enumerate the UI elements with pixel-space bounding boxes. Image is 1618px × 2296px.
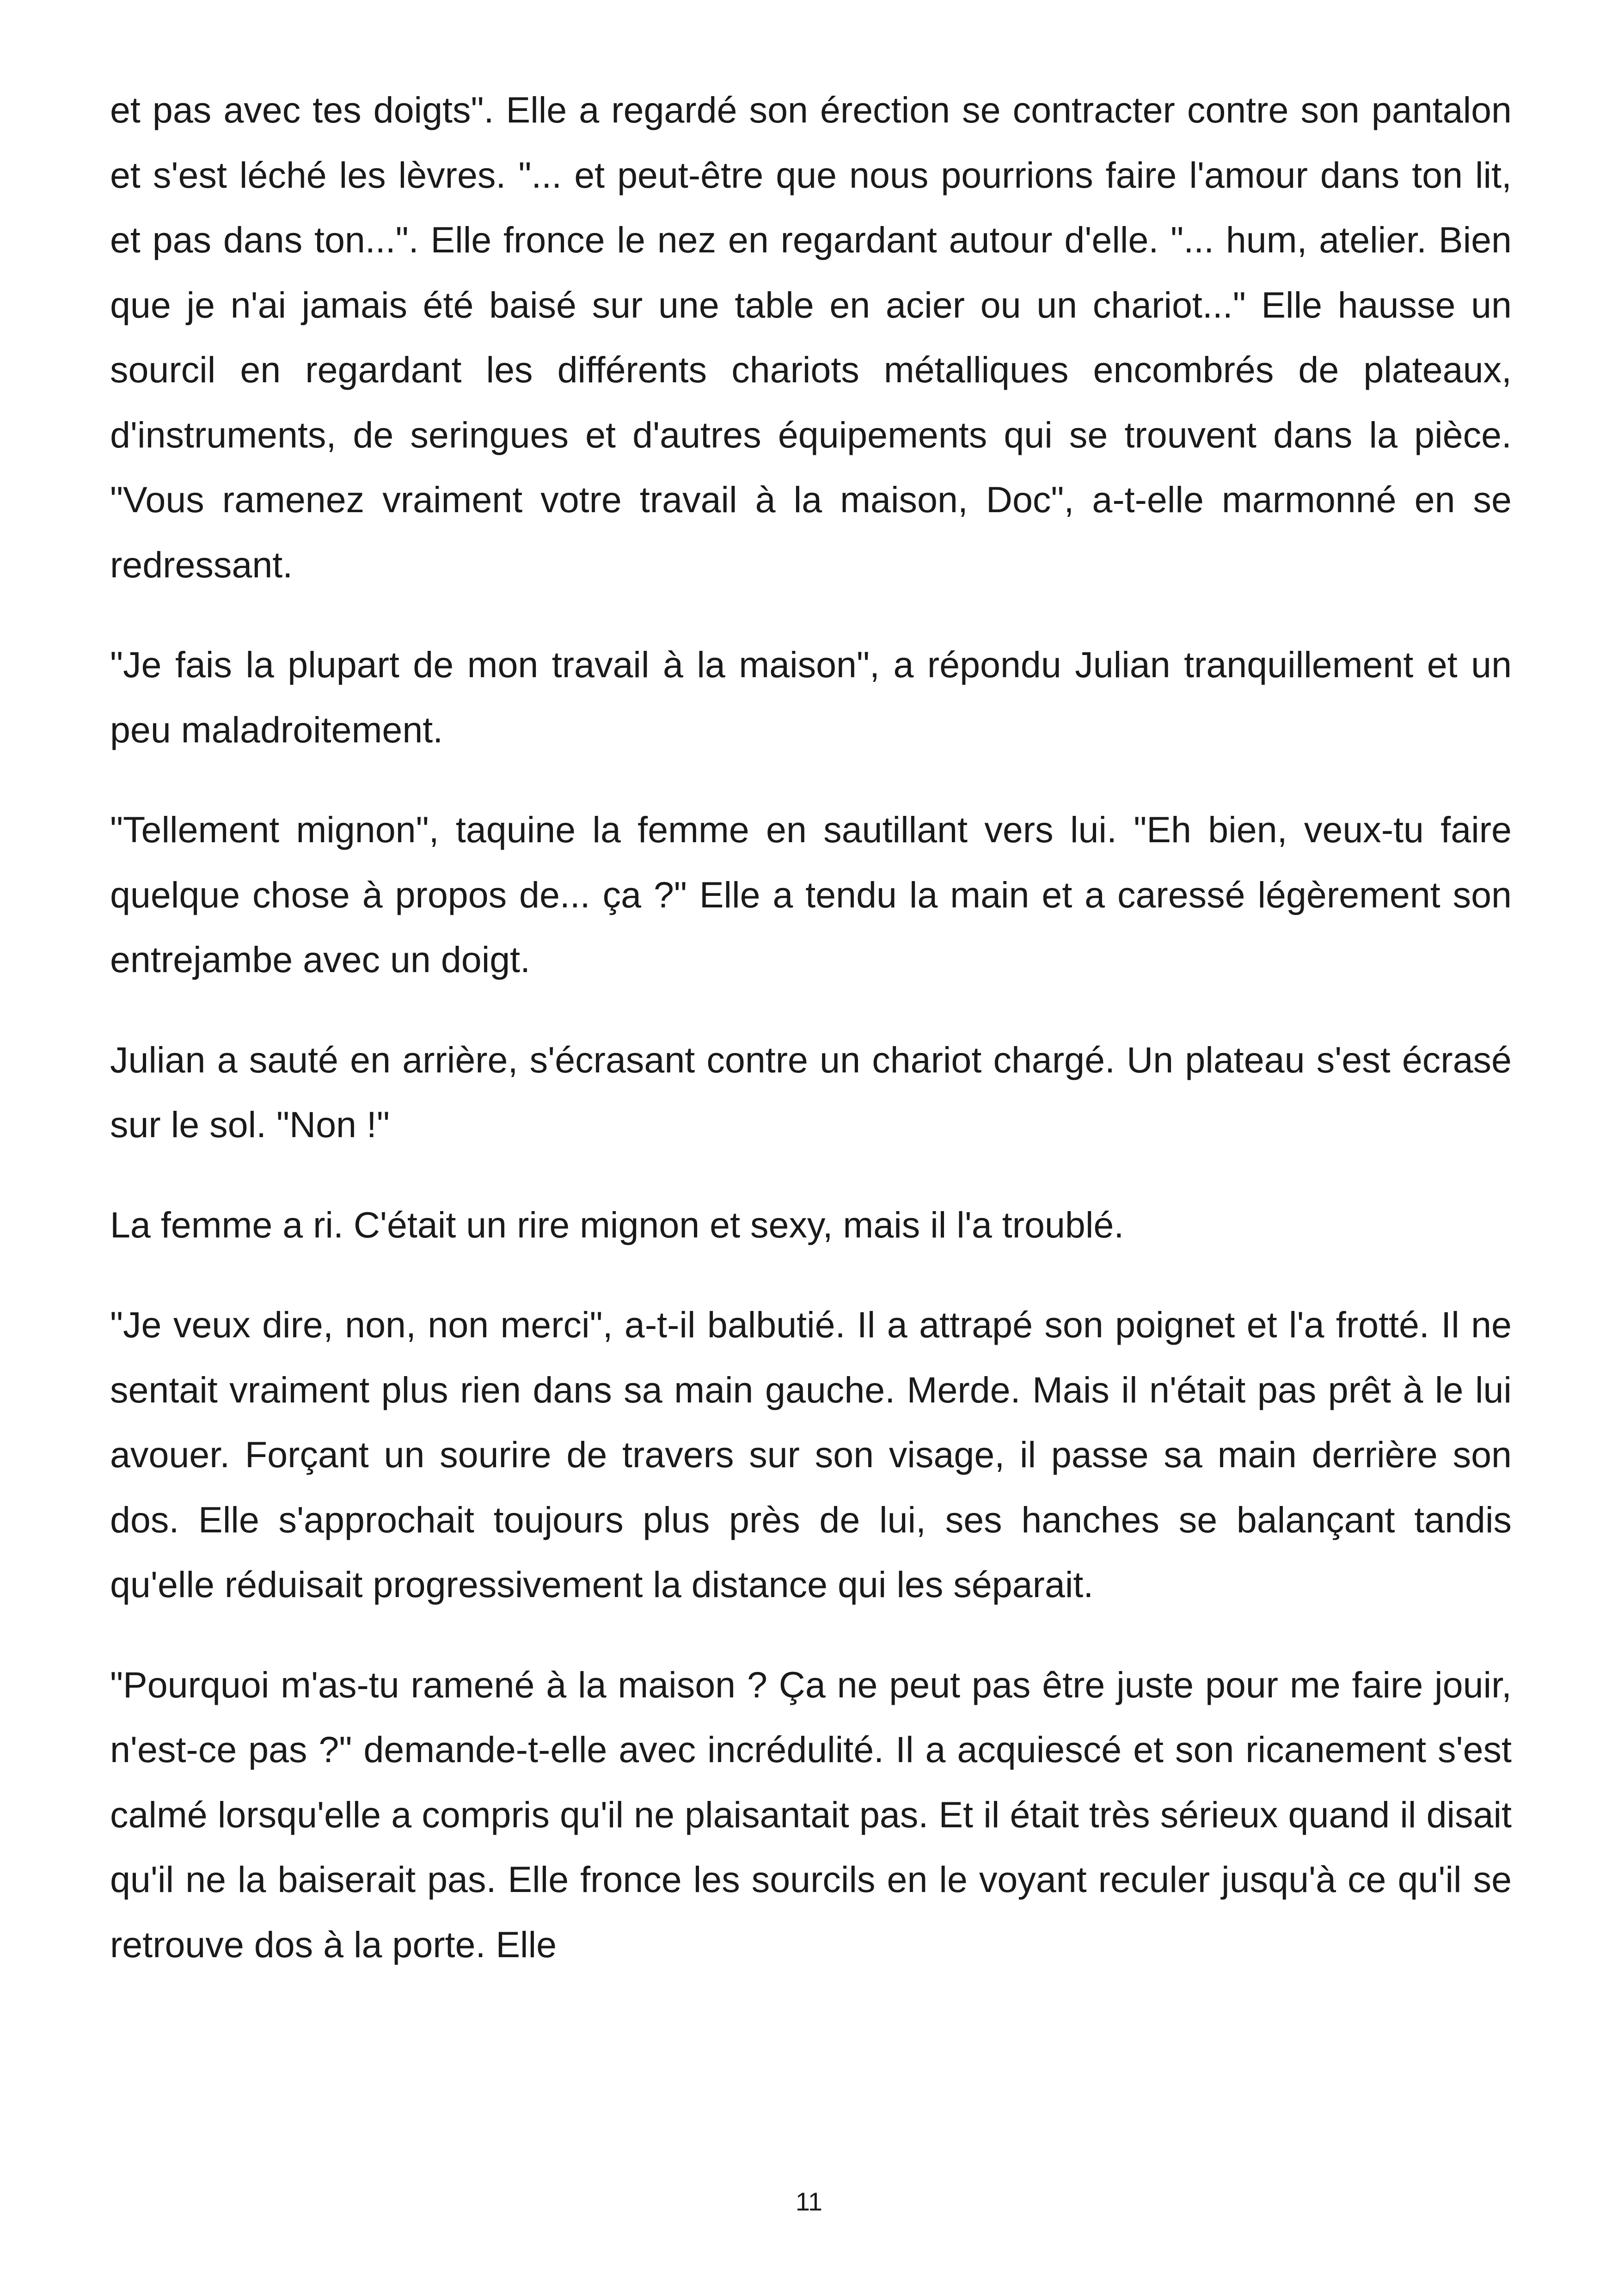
text-body bbox=[110, 78, 1512, 1977]
paragraph: "Je fais la plupart de mon travail à la maison", a répondu Julian tranquillement et un peu maladroitement. bbox=[110, 644, 1512, 750]
paragraph: "Tellement mignon", taquine la femme en sautillant vers lui. "Eh bien, veux-tu faire quelque chose à propos de... ça ?" Elle a tendu la main et a caressé légèrement son entrejambe avec un doigt. bbox=[110, 809, 1512, 980]
paragraph: "Je veux dire, non, non merci", a-t-il balbutié. Il a attrapé son poignet et l'a frotté. Il ne sentait vraiment plus rien dans sa main gauche. Merde. Mais il n'était pas prêt à le lui avouer. Forçant un sourire de travers sur son visage, il passe sa main derrière son dos. Elle s'approchait toujours plus près de lui, ses hanches se balançant tandis qu'elle réduisait progressivement la distance qui les séparait. bbox=[110, 1304, 1512, 1605]
page-number: 11 bbox=[795, 2187, 823, 2216]
paragraph: "Pourquoi m'as-tu ramené à la maison ? Ça ne peut pas être juste pour me faire jouir, n'est-ce pas ?" demande-t-elle avec incrédulité. Il a acquiescé et son ricanement s'est calmé lorsqu'elle a compris qu'il ne plaisantait pas. Et il était très sérieux quand il disait qu'il ne la baiserait pas. Elle fronce les sourcils en le voyant reculer jusqu'à ce qu'il se retrouve dos à la porte. Elle bbox=[110, 1664, 1512, 1965]
paragraph: La femme a ri. C'était un rire mignon et sexy, mais il l'a troublé. bbox=[110, 1204, 1124, 1245]
paragraph: et pas avec tes doigts". Elle a regardé son érection se contracter contre son pantalon et s'est léché les lèvres. "... et peut-être que nous pourrions faire l'amour dans ton lit, et pas dans ton...". Elle fronce le nez en regardant autour d'elle. "... hum, atelier. Bien que je n'ai jamais été baisé sur une table en acier ou un chariot..." Elle hausse un sourcil en regardant les différents chariots métalliques encombrés de plateaux, d'instruments, de seringues et d'autres équipements qui se trouvent dans la pièce. "Vous ramenez vraiment votre travail à la maison, Doc", a-t-elle marmonné en se redressant. bbox=[110, 89, 1512, 585]
paragraph: Julian a sauté en arrière, s'écrasant contre un chariot chargé. Un plateau s'est écrasé sur le sol. "Non !" bbox=[110, 1039, 1512, 1145]
